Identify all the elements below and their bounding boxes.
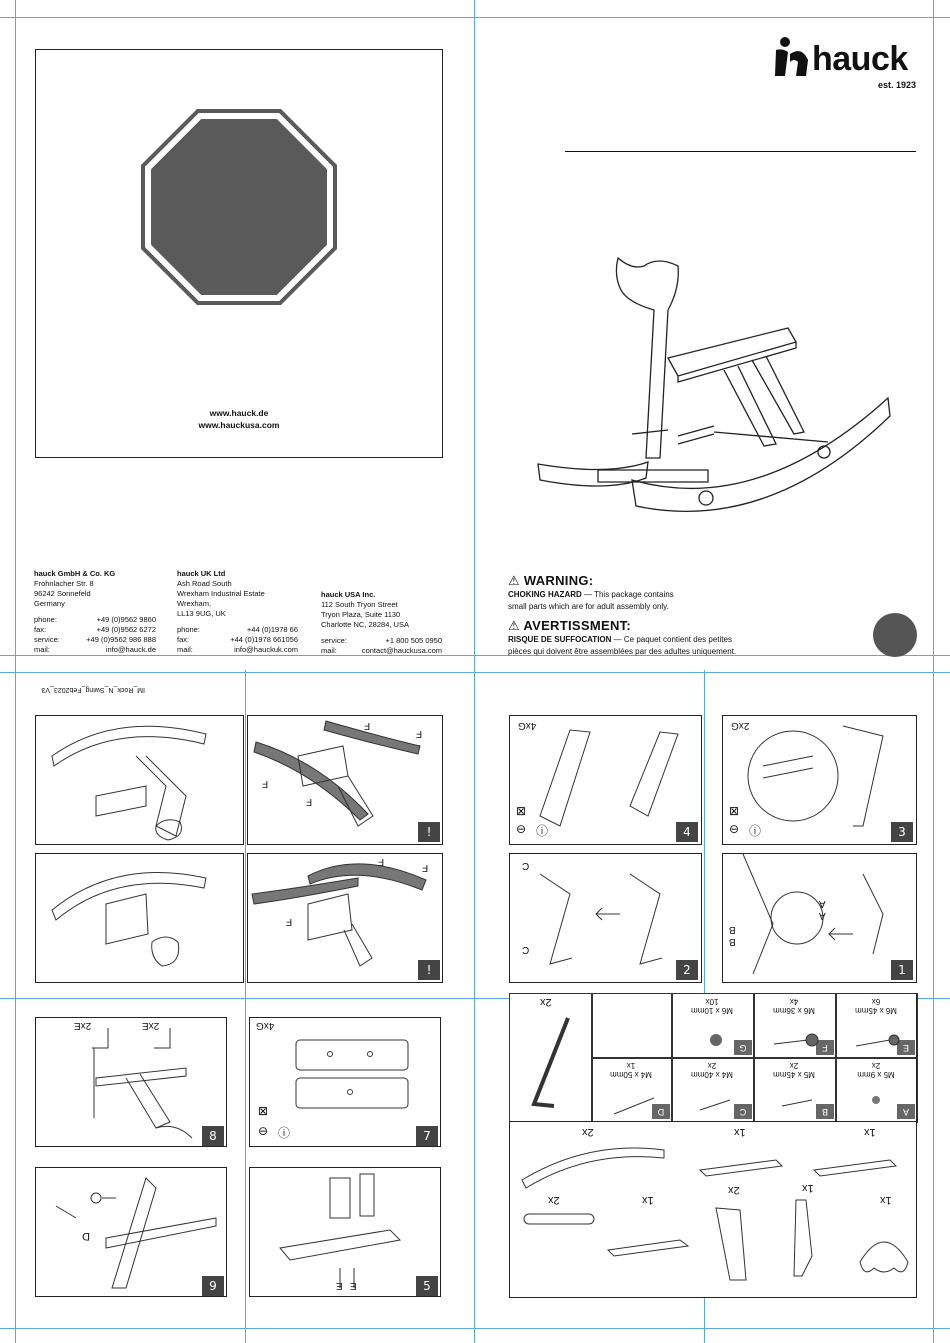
callout-letter: F [416, 728, 423, 739]
company-name: hauck USA Inc. [321, 590, 376, 599]
label: mail: [177, 645, 193, 654]
label: phone: [34, 615, 57, 624]
info-icon: ⓘ [749, 824, 762, 838]
screw-icon [686, 1030, 736, 1050]
address-line: 112 South Tryon Street [321, 600, 398, 609]
address-line: Germany [34, 599, 65, 608]
part-qty: 1x [642, 1194, 654, 1206]
callout-letter: A [819, 910, 826, 921]
screwdriver-icon: ⊖ [729, 822, 740, 836]
hardware-size: M5 x 45mm [773, 1070, 815, 1079]
label: fax: [34, 625, 47, 634]
callout-letter: F [422, 862, 429, 873]
hardware-qty: 6x [871, 997, 881, 1006]
address-line: LL13 9UG, UK [177, 609, 226, 618]
hazard-label: CHOKING HAZARD [508, 590, 582, 599]
hardware-qty: 10x [705, 997, 719, 1006]
hardware-size: M4 x 40mm [691, 1070, 733, 1079]
callout-letter: F [306, 796, 313, 807]
part-qty: 2x [548, 1194, 560, 1206]
step-panel [247, 715, 443, 845]
callout-letter: B [729, 936, 736, 947]
hardware-size: M5 x 9mm [857, 1070, 895, 1079]
brand-name: hauck [812, 40, 908, 78]
step-number: 1 [891, 960, 913, 980]
hardware-letter: A [897, 1104, 915, 1119]
company-name: hauck UK Ltd [177, 569, 226, 578]
fax: +49 (0)9562 6272 [96, 625, 156, 634]
screw-icon [850, 1030, 910, 1050]
callout-letter: F [286, 916, 293, 927]
callout-letter: B [729, 924, 736, 935]
hardware-qty: 4x [789, 997, 799, 1006]
callout-letter: E [336, 1280, 343, 1291]
cover-panel [35, 49, 443, 458]
screwdriver-icon: ⊖ [258, 1124, 269, 1138]
info-icon: ⓘ [278, 1126, 291, 1140]
step-number: ! [418, 822, 440, 842]
address-line: Wrexham, [177, 599, 212, 608]
guide-line [245, 670, 246, 1343]
warning-triangle-icon: ⚠ [508, 573, 524, 588]
assembly-illustration [248, 854, 442, 982]
warning-text: — This package contains [581, 590, 674, 599]
quantity-label: 2xE [74, 1020, 92, 1031]
step-panel [247, 853, 443, 983]
warning-en [508, 573, 848, 613]
hardware-qty: 2x [707, 1061, 717, 1070]
hardware-qty: 2x [789, 1061, 799, 1070]
part-leg [710, 1204, 760, 1284]
callout-letter: A [819, 898, 826, 909]
label: mail: [321, 646, 337, 655]
parts-list [509, 1121, 917, 1298]
warning-fr [508, 618, 848, 658]
info-icon: ⓘ [536, 824, 549, 838]
allen-key-qty: 2x [540, 996, 552, 1008]
quantity-label: 4xG [256, 1020, 275, 1031]
part-qty: 1x [734, 1126, 746, 1138]
step-number: 9 [202, 1276, 224, 1296]
address-line: Ash Road South [177, 579, 232, 588]
screw-icon [772, 1090, 832, 1120]
address-us [321, 590, 442, 656]
hardware-size: M4 x 50mm [610, 1070, 652, 1079]
label: mail: [34, 645, 50, 654]
guide-line [0, 1328, 950, 1329]
hardware-letter: E [897, 1040, 915, 1055]
callout-letter: F [364, 720, 371, 731]
callout-letter: F [262, 778, 269, 789]
hardware-letter: G [734, 1040, 752, 1055]
hardware-cell [596, 1061, 666, 1079]
brand-est: est. 1923 [878, 80, 917, 90]
label: phone: [177, 625, 200, 634]
callout-letter: C [522, 944, 530, 955]
hardware-letter: B [816, 1104, 834, 1119]
hardware-size: M6 x 10mm [691, 1006, 733, 1015]
step-number: 7 [416, 1126, 438, 1146]
no-power-tools-icon: ⊠ [516, 804, 527, 818]
step-panel [35, 853, 244, 983]
hardware-cell [841, 1061, 911, 1079]
guide-line [0, 17, 950, 18]
allen-key-icon [524, 1014, 584, 1114]
assembly-illustration [36, 854, 243, 982]
step-panel [722, 715, 917, 845]
stop-sign-icon [139, 107, 339, 307]
hardware-cell [759, 997, 829, 1015]
address-uk [177, 569, 298, 655]
assembly-illustration [250, 1168, 440, 1296]
step-panel [722, 853, 917, 983]
hardware-qty: 1x [626, 1061, 636, 1070]
phone: +49 (0)9562 9860 [96, 615, 156, 624]
email-link[interactable]: info@hauckuk.com [234, 645, 298, 654]
hardware-size: M6 x 36mm [773, 1006, 815, 1015]
hardware-letter: D [652, 1104, 670, 1119]
fax: +44 (0)1978 661056 [230, 635, 298, 644]
part-head [854, 1222, 914, 1282]
service: +1 800 505 0950 [385, 636, 442, 645]
warning-text: — Ce paquet contient des petites [611, 635, 732, 644]
age-badge [873, 613, 917, 657]
label: service: [34, 635, 60, 644]
hardware-letter: F [816, 1040, 834, 1055]
rocking-horse-illustration [528, 248, 898, 528]
company-name: hauck GmbH & Co. KG [34, 569, 116, 578]
step-panel [249, 1167, 441, 1297]
assembly-illustration [510, 854, 701, 982]
step-number: 4 [676, 822, 698, 842]
assembly-illustration [248, 716, 442, 844]
email-link[interactable]: contact@hauckusa.com [361, 646, 442, 655]
step-number: 2 [676, 960, 698, 980]
label: service: [321, 636, 347, 645]
warning-triangle-icon: ⚠ [508, 618, 524, 633]
hardware-cell [841, 997, 911, 1015]
address-line: Tryon Plaza, Suite 1130 [321, 610, 401, 619]
screwdriver-icon: ⊖ [516, 822, 527, 836]
step-number: ! [418, 960, 440, 980]
address-line: 96242 Sonnefeld [34, 589, 91, 598]
hardware-cell [759, 1061, 829, 1079]
hardware-size: M6 x 45mm [855, 1006, 897, 1015]
assembly-illustration [36, 716, 243, 844]
step-panel [35, 1167, 227, 1297]
step-panel [509, 715, 702, 845]
step-number: 8 [202, 1126, 224, 1146]
assembly-illustration [36, 1168, 226, 1296]
callout-letter: D [82, 1230, 90, 1242]
part-board [810, 1150, 900, 1180]
assembly-illustration [36, 1018, 226, 1146]
part-dowel [520, 1210, 600, 1230]
part-qty: 2x [582, 1126, 594, 1138]
step-number: 5 [416, 1276, 438, 1296]
quantity-label: 4xG [518, 720, 537, 731]
quantity-label: 2xE [142, 1020, 160, 1031]
hardware-cell [677, 997, 747, 1015]
part-qty: 1x [802, 1182, 814, 1194]
warning-title: AVERTISSMENT: [523, 618, 632, 633]
part-qty: 1x [880, 1194, 892, 1206]
step-panel [509, 853, 702, 983]
title-rule [565, 151, 916, 152]
callout-letter: E [350, 1280, 357, 1291]
service: +49 (0)9562 986 888 [86, 635, 156, 644]
callout-letter: F [378, 856, 385, 867]
callout-letter: C [522, 860, 530, 871]
part-qty: 1x [864, 1126, 876, 1138]
website-us[interactable]: www.hauckusa.com [198, 420, 280, 430]
part-neck [786, 1196, 836, 1286]
part-rocker [518, 1140, 668, 1190]
screw-icon [604, 1090, 664, 1120]
hardware-cell [677, 1061, 747, 1079]
address-line: Frohnlacher Str. 8 [34, 579, 94, 588]
hardware-qty: 2x [871, 1061, 881, 1070]
step-panel [35, 715, 244, 845]
address-de [34, 569, 156, 655]
hauck-logo-icon [772, 36, 812, 80]
part-footrest [604, 1232, 694, 1262]
no-power-tools-icon: ⊠ [258, 1104, 269, 1118]
address-line: Charlotte NC, 28284, USA [321, 620, 409, 629]
phone: +44 (0)1978 66 [246, 625, 298, 634]
quantity-label: 2xG [731, 720, 750, 731]
warning-text: pièces qui doivent être assemblées par des adultes uniquement. [508, 647, 737, 656]
step-panel [249, 1017, 441, 1147]
step-panel [35, 1017, 227, 1147]
hardware-table [509, 993, 917, 1123]
hardware-letter: C [734, 1104, 752, 1119]
address-line: Wrexham Industrial Estate [177, 589, 265, 598]
no-power-tools-icon: ⊠ [729, 804, 740, 818]
hazard-label: RISQUE DE SUFFOCATION [508, 635, 612, 644]
screw-icon [768, 1030, 828, 1050]
part-seat [696, 1150, 786, 1180]
email-link[interactable]: info@hauck.de [105, 645, 156, 654]
warning-text: small parts which are for adult assembly only. [508, 602, 669, 611]
label: fax: [177, 635, 190, 644]
screw-icon [690, 1090, 750, 1120]
website-de[interactable]: www.hauck.de [209, 408, 269, 418]
step-number: 3 [891, 822, 913, 842]
screw-icon [866, 1090, 896, 1120]
part-qty: 2x [728, 1184, 740, 1196]
warning-title: WARNING: [523, 573, 594, 588]
guide-line [0, 672, 950, 673]
document-code: IM_Rock_N_Swing_Feb2023_V3 [41, 686, 145, 693]
